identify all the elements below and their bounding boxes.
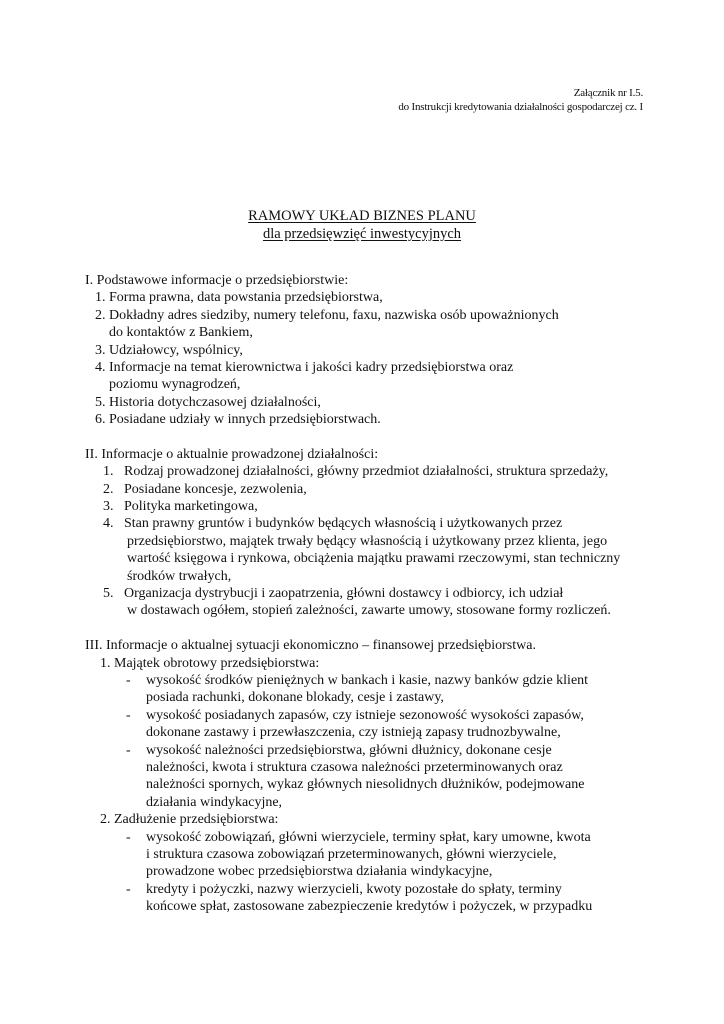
dash-marker: -: [126, 742, 131, 758]
list-item: 4. Stan prawny gruntów i budynków będących własnością i użytkowanych przez: [103, 516, 563, 532]
section-1-heading: I. Podstawowe informacje o przedsiębiorstwie:: [85, 273, 349, 288]
dash-marker: -: [126, 707, 131, 723]
bullet-item: - wysokość posiadanych zapasów, czy istnieje sezonowość wysokości zapasów,: [85, 707, 645, 724]
list-item-continuation: do kontaktów z Bankiem,: [109, 325, 253, 341]
title-main: RAMOWY UKŁAD BIZNES PLANU: [248, 208, 476, 224]
bullet-continuation: końcowe spłat, zastosowane zabezpieczenie kredytów i pożyczek, w przypadku: [146, 899, 593, 915]
list-item-continuation: w dostawach ogółem, stopień zależności, zawarte umowy, stosowane formy rozliczeń.: [127, 603, 611, 619]
bullet-continuation: dokonane zastawy i przewłaszczenia, czy istnieją zapasy trudnozbywalne,: [146, 725, 561, 741]
list-item: 4. Informacje na temat kierownictwa i jakości kadry przedsiębiorstwa oraz: [95, 359, 514, 375]
list-item-continuation: środków trwałych,: [127, 568, 232, 584]
bullet-item: - wysokość należności przedsiębiorstwa, główni dłużnicy, dokonane cesje: [85, 742, 645, 759]
bullet-continuation: posiada rachunki, dokonane blokady, cesje i zastawy,: [146, 690, 444, 706]
list-item-continuation: wartość księgowa i rynkowa, obciążenia majątku prawami rzeczowymi, stan techniczny: [127, 551, 621, 567]
list-item: 1. Forma prawna, data powstania przedsiębiorstwa,: [95, 290, 383, 306]
bullet-item: - kredyty i pożyczki, nazwy wierzycieli, kwoty pozostałe do spłaty, terminy: [85, 881, 645, 898]
list-item: 1. Rodzaj prowadzonej działalności, główny przedmiot działalności, struktura sprzedaży,: [103, 464, 609, 480]
annex-reference: do Instrukcji kredytowania działalności gospodarczej cz. I: [398, 101, 643, 113]
subsection-1-heading: 1. Majątek obrotowy przedsiębiorstwa:: [100, 655, 320, 671]
bullet-continuation: prowadzone wobec przedsiębiorstwa działania windykacyjne,: [146, 864, 493, 880]
bullet-continuation: działania windykacyjne,: [146, 794, 283, 810]
section-2-heading: II. Informacje o aktualnie prowadzonej działalności:: [85, 446, 379, 462]
spacer: [85, 429, 645, 446]
list-item: 2. Dokładny adres siedziby, numery telefonu, faxu, nazwiska osób upoważnionych: [95, 307, 559, 323]
list-item-continuation: przedsiębiorstwo, majątek trwały będący własnością i użytkowany przez klienta, jego: [127, 533, 608, 549]
document-title: [0, 207, 724, 243]
spacer: [85, 620, 645, 637]
dash-marker: -: [126, 672, 131, 688]
list-item: 5. Organizacja dystrybucji i zaopatrzenia, główni dostawcy i odbiorcy, ich udział: [103, 586, 564, 602]
section-3-heading: III. Informacje o aktualnej sytuacji ekonomiczno – finansowej przedsiębiorstwa.: [85, 638, 536, 654]
annex-header: [398, 86, 643, 114]
list-item: 6. Posiadane udziały w innych przedsiębiorstwach.: [95, 412, 381, 428]
list-item: 3. Udziałowcy, wspólnicy,: [95, 342, 243, 358]
bullet-continuation: i struktura czasowa zobowiązań przeterminowanych, główni wierzyciele,: [146, 846, 557, 862]
list-item: 3. Polityka marketingowa,: [103, 499, 258, 515]
list-item-continuation: poziomu wynagrodzeń,: [109, 377, 241, 393]
document-body: [85, 272, 645, 915]
annex-number: Załącznik nr I.5.: [573, 87, 643, 99]
dash-marker: -: [126, 829, 131, 845]
bullet-item: - wysokość zobowiązań, główni wierzyciele, terminy spłat, kary umowne, kwota: [85, 829, 645, 846]
bullet-continuation: należności spornych, wykaz głównych niesolidnych dłużników, podejmowane: [146, 777, 585, 793]
title-subtitle: dla przedsięwzięć inwestycyjnych: [262, 226, 462, 242]
list-item: 2. Posiadane koncesje, zezwolenia,: [103, 481, 307, 497]
bullet-item: - wysokość środków pieniężnych w bankach i kasie, nazwy banków gdzie klient: [85, 672, 645, 689]
bullet-continuation: należności, kwota i struktura czasowa należności przeterminowanych oraz: [146, 759, 563, 775]
list-item: 5. Historia dotychczasowej działalności,: [95, 394, 321, 410]
subsection-2-heading: 2. Zadłużenie przedsiębiorstwa:: [100, 812, 279, 828]
dash-marker: -: [126, 881, 131, 897]
